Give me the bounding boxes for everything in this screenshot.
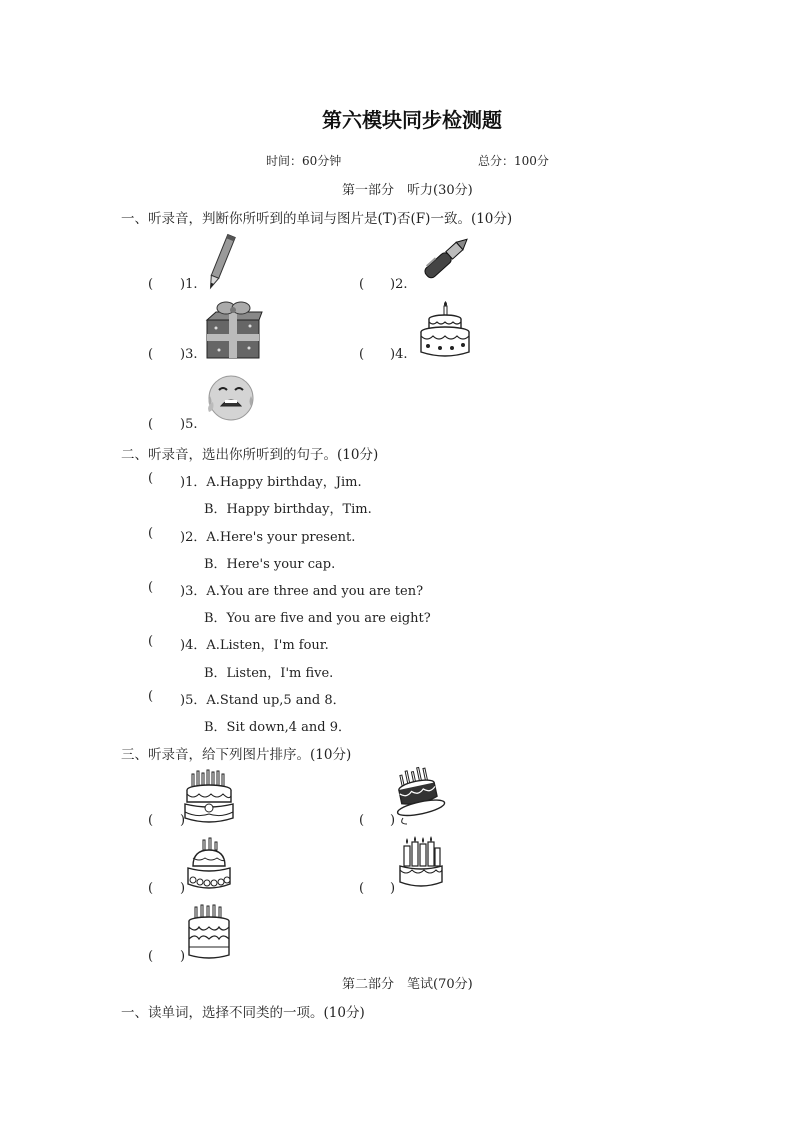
answer-paren[interactable]: (	[148, 277, 154, 292]
answer-paren[interactable]: (	[148, 689, 154, 704]
answer-paren[interactable]: (	[148, 417, 154, 432]
option-a: )4．A.Listen，I'm four.	[180, 638, 329, 653]
answer-paren-open[interactable]: (	[359, 813, 365, 828]
answer-paren-open[interactable]: (	[148, 881, 154, 896]
section4-heading: 一、读单词，选择不同类的一项。(10分)	[121, 1005, 365, 1021]
item-number: )4.	[390, 347, 408, 362]
answer-paren[interactable]: (	[148, 526, 154, 541]
pencil-icon	[203, 232, 239, 292]
cake-many-candles-icon	[183, 768, 237, 826]
answer-paren[interactable]: (	[359, 277, 365, 292]
answer-paren[interactable]: (	[148, 471, 154, 486]
option-b: B．You are five and you are eight?	[204, 611, 431, 626]
cake-tilted-icon	[393, 768, 445, 826]
cake-round-icon	[185, 836, 231, 894]
option-a: )1．A.Happy birthday，Jim.	[180, 475, 362, 490]
option-a: )2．A.Here's your present.	[180, 530, 356, 545]
option-b: B．Here's your cap.	[204, 557, 336, 572]
answer-paren-close: )	[180, 813, 186, 828]
fountain-pen-icon	[413, 232, 475, 288]
option-b: B．Happy birthday，Tim.	[204, 502, 372, 517]
item-number: )3.	[180, 347, 198, 362]
gift-box-icon	[204, 300, 262, 360]
answer-paren[interactable]: (	[148, 347, 154, 362]
cake-tiered-icon	[183, 903, 237, 961]
item-number: )5.	[180, 417, 198, 432]
option-a: )5．A.Stand up,5 and 8．	[180, 693, 346, 708]
answer-paren[interactable]: (	[148, 634, 154, 649]
answer-paren-open[interactable]: (	[148, 949, 154, 964]
cake-tall-candles-icon	[397, 836, 445, 894]
answer-paren[interactable]: (	[359, 347, 365, 362]
section3-heading: 三、听录音，给下列图片排序。(10分)	[121, 747, 352, 763]
time-label: 时间：60分钟	[266, 154, 342, 168]
option-b: B．Sit down,4 and 9．	[204, 720, 352, 735]
page-title: 第六模块同步检测题	[322, 108, 502, 132]
answer-paren-open[interactable]: (	[148, 813, 154, 828]
birthday-cake-icon	[416, 300, 474, 360]
item-number: )1.	[180, 277, 198, 292]
crying-face-icon	[205, 372, 255, 426]
section2-heading: 二、听录音，选出你所听到的句子。(10分)	[121, 447, 379, 463]
answer-paren[interactable]: (	[148, 580, 154, 595]
part1-title: 第一部分 听力(30分)	[342, 183, 473, 198]
option-b: B．Listen，I'm five.	[204, 666, 334, 681]
part2-title: 第二部分 笔试(70分)	[342, 977, 473, 992]
score-label: 总分：100分	[478, 154, 549, 168]
answer-paren-open[interactable]: (	[359, 881, 365, 896]
section1-heading: 一、听录音，判断你所听到的单词与图片是(T)否(F)一致。(10分)	[121, 211, 513, 227]
answer-paren-close: )	[390, 813, 396, 828]
answer-paren-close: )	[390, 881, 396, 896]
answer-paren-close: )	[180, 881, 186, 896]
option-a: )3．A.You are three and you are ten?	[180, 584, 424, 599]
item-number: )2.	[390, 277, 408, 292]
answer-paren-close: )	[180, 949, 186, 964]
